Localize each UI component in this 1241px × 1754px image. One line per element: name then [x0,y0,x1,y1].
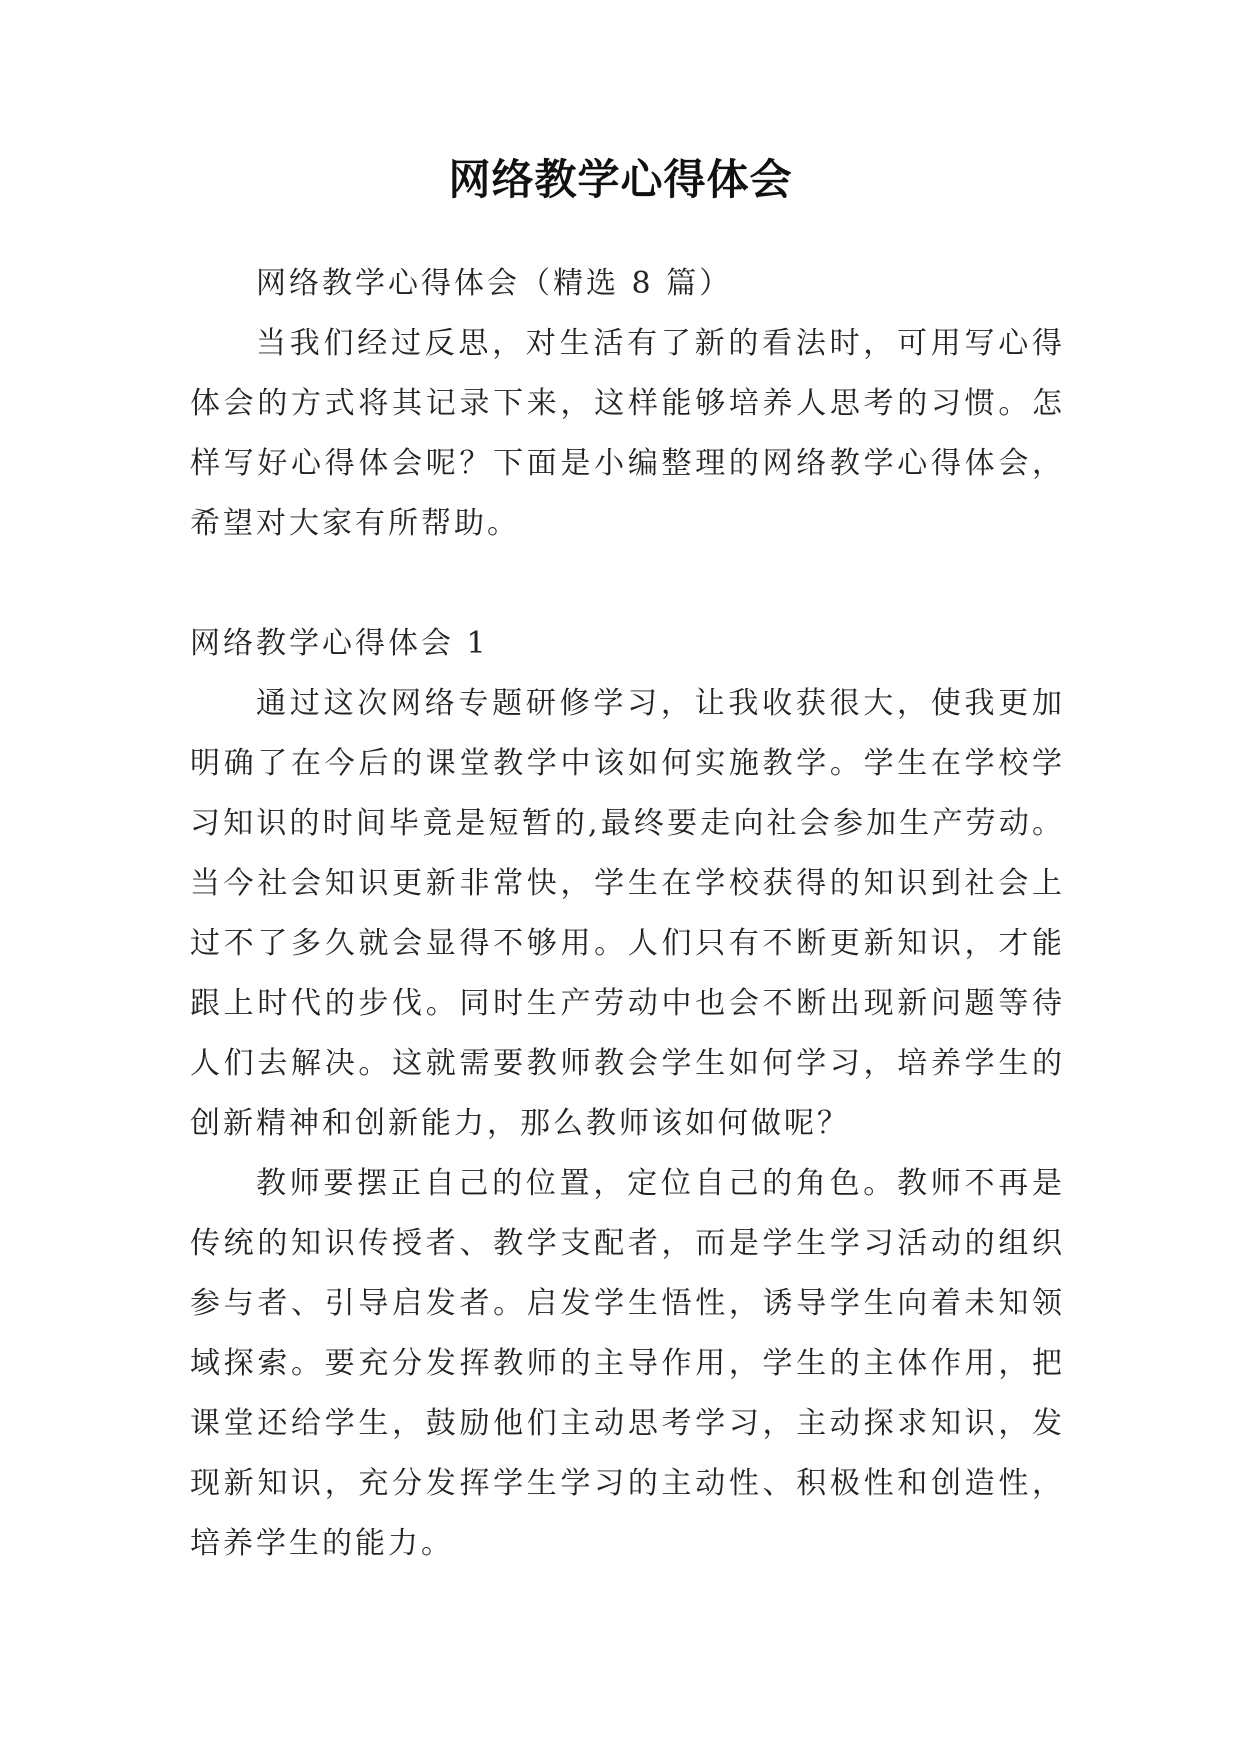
document-title: 网络教学心得体会 [448,155,793,204]
document-subtitle: 网络教学心得体会（精选 8 篇） [256,266,733,301]
section-heading: 网络教学心得体会 1 [190,626,489,661]
section-paragraph-2: 教师要摆正自己的位置，定位自己的角色。教师不再是传统的知识传授者、教学支配者，而是学生学习活动的组织参与者、引导启发者。启发学生悟性，诱导学生向着未知领域探索。要充分发挥教师的主导作用，学生的主体作用，把课堂还给学生，鼓励他们主动思考学习，主动探求知识，发现新知识，充分发挥学生学习的主动性、积极性和创造性，培养学生的能力。 [190,1166,1065,1561]
intro-paragraph: 当我们经过反思，对生活有了新的看法时，可用写心得体会的方式将其记录下来，这样能够培养人思考的习惯。怎样写好心得体会呢？下面是小编整理的网络教学心得体会，希望对大家有所帮助。 [190,326,1065,541]
section-paragraph-1: 通过这次网络专题研修学习，让我收获很大，使我更加明确了在今后的课堂教学中该如何实施教学。学生在学校学习知识的时间毕竟是短暂的,最终要走向社会参加生产劳动。当今社会知识更新非常快，学生在学校获得的知识到社会上过不了多久就会显得不够用。人们只有不断更新知识，才能跟上时代的步伐。同时生产劳动中也会不断出现新问题等待人们去解决。这就需要教师教会学生如何学习，培养学生的创新精神和创新能力，那么教师该如何做呢？ [190,686,1065,1141]
document-body [190,254,1065,1574]
